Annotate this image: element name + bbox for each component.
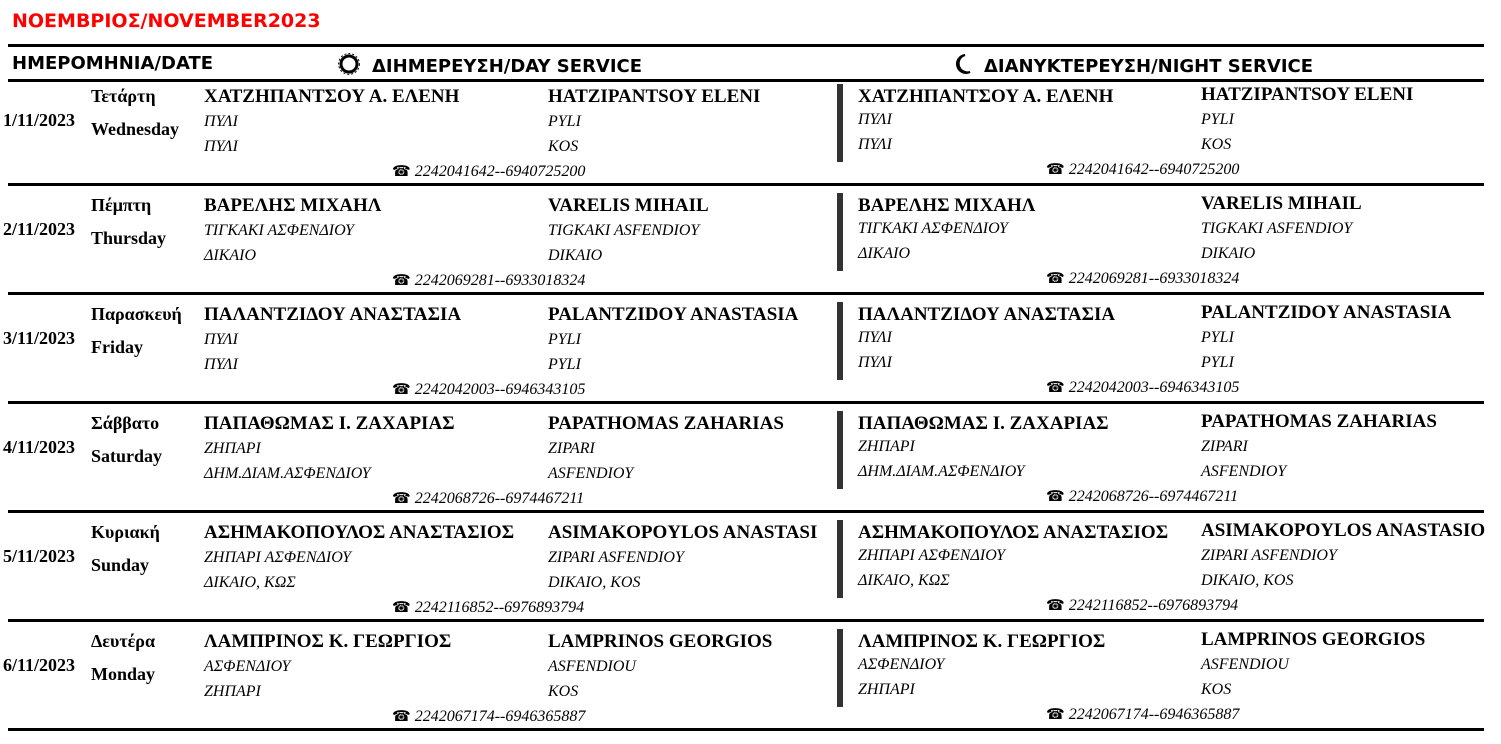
day-phone — [392, 489, 584, 508]
day-phone-number: 2242069281--6933018324 — [414, 272, 586, 289]
day-location-greek-1: ΤΙΓΚΑΚΙ ΑΣΦΕΝΔΙΟΥ — [204, 222, 354, 239]
day-pharmacist-name-greek: ΑΣΗΜΑΚΟΠΟΥΛΟΣ ΑΝΑΣΤΑΣΙΟΣ — [204, 522, 515, 543]
row-divider — [8, 401, 1484, 404]
night-pharmacist-name-greek: ΠΑΛΑΝΤΖΙΔΟΥ ΑΝΑΣΤΑΣΙΑ — [858, 304, 1116, 325]
row-date: 6/11/2023 — [3, 655, 76, 675]
day-phone-number: 2242116852--6976893794 — [414, 599, 585, 616]
night-location-greek-2: ΖΗΠΑΡΙ — [858, 681, 915, 698]
night-pharmacist-name-greek: ΛΑΜΠΡΙΝΟΣ Κ. ΓΕΩΡΓΙΟΣ — [858, 631, 1106, 652]
telephone-icon: ☎ — [392, 600, 411, 616]
day-phone — [392, 162, 585, 181]
header-top-rule — [8, 44, 1484, 47]
night-location-greek-1: ΖΗΠΑΡΙ ΑΣΦΕΝΔΙΟΥ — [858, 547, 1006, 564]
night-phone-number: 2242041642--6940725200 — [1068, 161, 1240, 178]
night-location-english-1: PYLI — [1201, 111, 1234, 128]
night-phone — [1046, 269, 1239, 288]
row-date: 1/11/2023 — [3, 110, 76, 130]
night-location-english-1: ASFENDIOU — [1201, 656, 1289, 673]
telephone-icon: ☎ — [1046, 489, 1065, 505]
night-phone — [1046, 160, 1239, 179]
row-divider — [8, 292, 1484, 295]
day-location-english-2: KOS — [548, 138, 579, 155]
day-location-greek-1: ΖΗΠΑΡΙ ΑΣΦΕΝΔΙΟΥ — [204, 549, 352, 566]
telephone-icon: ☎ — [1046, 271, 1065, 287]
day-pharmacist-name-english: LAMPRINOS GEORGIOS — [548, 631, 773, 652]
night-pharmacist-name-greek: ΧΑΤΖΗΠΑΝΤΣΟΥ Α. ΕΛΕΝΗ — [858, 86, 1114, 107]
day-location-english-2: KOS — [548, 683, 579, 700]
night-pharmacist-name-english: HATZIPANTSOY ELENI — [1201, 84, 1414, 105]
weekday-greek: Δευτέρα — [91, 631, 155, 651]
day-phone-number: 2242042003--6946343105 — [414, 381, 586, 398]
weekday-greek: Παρασκευή — [91, 304, 182, 324]
row-divider — [8, 183, 1484, 186]
column-divider — [837, 520, 843, 598]
date-column-header: ΗΜΕΡΟΜΗΝΙΑ/DATE — [12, 53, 214, 74]
day-location-greek-2: ΔΗΜ.ΔΙΑΜ.ΑΣΦΕΝΔΙΟΥ — [204, 465, 371, 482]
night-phone — [1046, 705, 1239, 724]
day-phone — [392, 707, 585, 726]
row-divider — [8, 619, 1484, 622]
night-pharmacist-name-english: PALANTZIDOY ANASTASIA — [1201, 302, 1452, 323]
night-phone-number: 2242067174--6946365887 — [1068, 706, 1240, 723]
schedule-row — [0, 413, 1501, 523]
column-divider — [837, 302, 843, 380]
row-date: 4/11/2023 — [3, 437, 76, 457]
night-phone-number: 2242069281--6933018324 — [1068, 270, 1240, 287]
day-phone — [392, 380, 585, 399]
row-date: 3/11/2023 — [3, 328, 76, 348]
night-phone-number: 2242116852--6976893794 — [1068, 597, 1239, 614]
day-service-label: ΔΙΗΜΕΡΕΥΣΗ/DAY SERVICE — [372, 56, 643, 77]
telephone-icon: ☎ — [1046, 707, 1065, 723]
day-pharmacist-name-greek: ΒΑΡΕΛΗΣ ΜΙΧΑΗΛ — [204, 195, 382, 216]
night-location-english-1: PYLI — [1201, 329, 1234, 346]
day-pharmacist-name-english: PALANTZIDOY ANASTASIA — [548, 304, 799, 325]
row-divider — [8, 510, 1484, 513]
day-pharmacist-name-english: HATZIPANTSOY ELENI — [548, 86, 761, 107]
day-pharmacist-name-english: VARELIS MIHAIL — [548, 195, 709, 216]
telephone-icon: ☎ — [1046, 162, 1065, 178]
night-phone — [1046, 487, 1238, 506]
night-location-english-2: PYLI — [1201, 354, 1234, 371]
day-location-english-1: ZIPARI ASFENDIOY — [548, 549, 684, 566]
column-divider — [837, 193, 843, 271]
day-pharmacist-name-greek: ΠΑΠΑΘΩΜΑΣ Ι. ΖΑΧΑΡΙΑΣ — [204, 413, 455, 434]
night-location-greek-1: ΤΙΓΚΑΚΙ ΑΣΦΕΝΔΙΟΥ — [858, 220, 1008, 237]
day-service-header — [338, 53, 642, 80]
row-date: 2/11/2023 — [3, 219, 76, 239]
night-pharmacist-name-english: VARELIS MIHAIL — [1201, 193, 1362, 214]
day-location-greek-1: ΖΗΠΑΡΙ — [204, 440, 261, 457]
weekday-english: Saturday — [91, 446, 163, 466]
night-location-greek-2: ΔΙΚΑΙΟ, ΚΩΣ — [858, 572, 950, 589]
telephone-icon: ☎ — [392, 273, 411, 289]
night-location-english-1: TIGKAKI ASFENDIOY — [1201, 220, 1353, 237]
night-location-greek-1: ΑΣΦΕΝΔΙΟΥ — [858, 656, 945, 673]
day-location-greek-2: ΔΙΚΑΙΟ — [204, 247, 257, 264]
weekday-english: Friday — [91, 337, 143, 357]
night-location-greek-2: ΔΗΜ.ΔΙΑΜ.ΑΣΦΕΝΔΙΟΥ — [858, 463, 1025, 480]
header-bottom-rule — [8, 79, 1484, 82]
day-location-english-1: PYLI — [548, 331, 581, 348]
night-location-english-2: KOS — [1201, 681, 1232, 698]
night-pharmacist-name-greek: ΑΣΗΜΑΚΟΠΟΥΛΟΣ ΑΝΑΣΤΑΣΙΟΣ — [858, 522, 1169, 543]
night-location-english-1: ZIPARI ASFENDIOY — [1201, 547, 1337, 564]
night-location-greek-1: ΠΥΛΙ — [858, 329, 892, 346]
telephone-icon: ☎ — [392, 164, 411, 180]
day-location-greek-2: ΔΙΚΑΙΟ, ΚΩΣ — [204, 574, 296, 591]
weekday-greek: Τετάρτη — [91, 86, 156, 106]
telephone-icon: ☎ — [392, 382, 411, 398]
night-location-greek-1: ΠΥΛΙ — [858, 111, 892, 128]
day-location-greek-1: ΑΣΦΕΝΔΙΟΥ — [204, 658, 291, 675]
schedule-row — [0, 86, 1501, 196]
row-divider — [8, 728, 1484, 731]
night-location-greek-2: ΠΥΛΙ — [858, 354, 892, 371]
night-location-english-1: ZIPARI — [1201, 438, 1248, 455]
schedule-row — [0, 522, 1501, 632]
day-phone — [392, 598, 584, 617]
night-phone — [1046, 596, 1238, 615]
schedule-row — [0, 304, 1501, 414]
telephone-icon: ☎ — [1046, 380, 1065, 396]
night-location-english-2: KOS — [1201, 136, 1232, 153]
night-location-english-2: DIKAIO — [1201, 245, 1256, 262]
day-location-greek-2: ΖΗΠΑΡΙ — [204, 683, 261, 700]
day-location-english-1: TIGKAKI ASFENDIOY — [548, 222, 700, 239]
night-pharmacist-name-english: PAPATHOMAS ZAHARIAS — [1201, 411, 1437, 432]
telephone-icon: ☎ — [392, 709, 411, 725]
day-location-english-1: PYLI — [548, 113, 581, 130]
night-location-greek-2: ΔΙΚΑΙΟ — [858, 245, 911, 262]
weekday-english: Thursday — [91, 228, 167, 248]
day-location-english-1: ZIPARI — [548, 440, 595, 457]
column-divider — [837, 411, 843, 489]
weekday-english: Sunday — [91, 555, 150, 575]
sun-icon — [338, 53, 360, 80]
day-phone-number: 2242068726--6974467211 — [414, 490, 585, 507]
telephone-icon: ☎ — [392, 491, 411, 507]
night-pharmacist-name-greek: ΒΑΡΕΛΗΣ ΜΙΧΑΗΛ — [858, 195, 1036, 216]
day-location-greek-2: ΠΥΛΙ — [204, 356, 238, 373]
weekday-greek: Κυριακή — [91, 522, 160, 542]
day-location-english-2: PYLI — [548, 356, 581, 373]
day-location-greek-2: ΠΥΛΙ — [204, 138, 238, 155]
night-location-english-2: ASFENDIOY — [1201, 463, 1287, 480]
night-location-english-2: DIKAIO, KOS — [1201, 572, 1294, 589]
day-pharmacist-name-english: PAPATHOMAS ZAHARIAS — [548, 413, 784, 434]
day-pharmacist-name-english: ASIMAKOPOYLOS ANASTASI — [548, 522, 818, 543]
night-location-greek-2: ΠΥΛΙ — [858, 136, 892, 153]
night-pharmacist-name-english: ASIMAKOPOYLOS ANASTASIO — [1201, 520, 1486, 541]
day-pharmacist-name-greek: ΛΑΜΠΡΙΝΟΣ Κ. ΓΕΩΡΓΙΟΣ — [204, 631, 452, 652]
night-pharmacist-name-english: LAMPRINOS GEORGIOS — [1201, 629, 1426, 650]
page-title: ΝΟΕΜΒΡΙΟΣ/NOVEMBER2023 — [12, 10, 321, 32]
day-location-greek-1: ΠΥΛΙ — [204, 113, 238, 130]
weekday-greek: Σάββατο — [91, 413, 160, 433]
day-phone-number: 2242041642--6940725200 — [414, 163, 586, 180]
day-location-english-2: DIKAIO — [548, 247, 603, 264]
night-location-greek-1: ΖΗΠΑΡΙ — [858, 438, 915, 455]
weekday-greek: Πέμπτη — [91, 195, 152, 215]
day-location-english-2: DIKAIO, KOS — [548, 574, 641, 591]
column-divider — [837, 629, 843, 707]
day-phone — [392, 271, 585, 290]
day-pharmacist-name-greek: ΧΑΤΖΗΠΑΝΤΣΟΥ Α. ΕΛΕΝΗ — [204, 86, 460, 107]
moon-icon — [952, 53, 972, 80]
schedule-row — [0, 631, 1501, 741]
night-service-label: ΔΙΑΝΥΚΤΕΡΕΥΣΗ/NIGHT SERVICE — [984, 56, 1314, 77]
day-location-english-1: ASFENDIOU — [548, 658, 636, 675]
day-location-english-2: ASFENDIOY — [548, 465, 634, 482]
weekday-english: Wednesday — [91, 119, 180, 139]
row-date: 5/11/2023 — [3, 546, 76, 566]
night-phone — [1046, 378, 1239, 397]
night-service-header — [952, 53, 1313, 80]
day-location-greek-1: ΠΥΛΙ — [204, 331, 238, 348]
telephone-icon: ☎ — [1046, 598, 1065, 614]
column-divider — [837, 84, 843, 162]
weekday-english: Monday — [91, 664, 156, 684]
day-pharmacist-name-greek: ΠΑΛΑΝΤΖΙΔΟΥ ΑΝΑΣΤΑΣΙΑ — [204, 304, 462, 325]
night-phone-number: 2242068726--6974467211 — [1068, 488, 1239, 505]
day-phone-number: 2242067174--6946365887 — [414, 708, 586, 725]
night-pharmacist-name-greek: ΠΑΠΑΘΩΜΑΣ Ι. ΖΑΧΑΡΙΑΣ — [858, 413, 1109, 434]
schedule-row — [0, 195, 1501, 305]
night-phone-number: 2242042003--6946343105 — [1068, 379, 1240, 396]
